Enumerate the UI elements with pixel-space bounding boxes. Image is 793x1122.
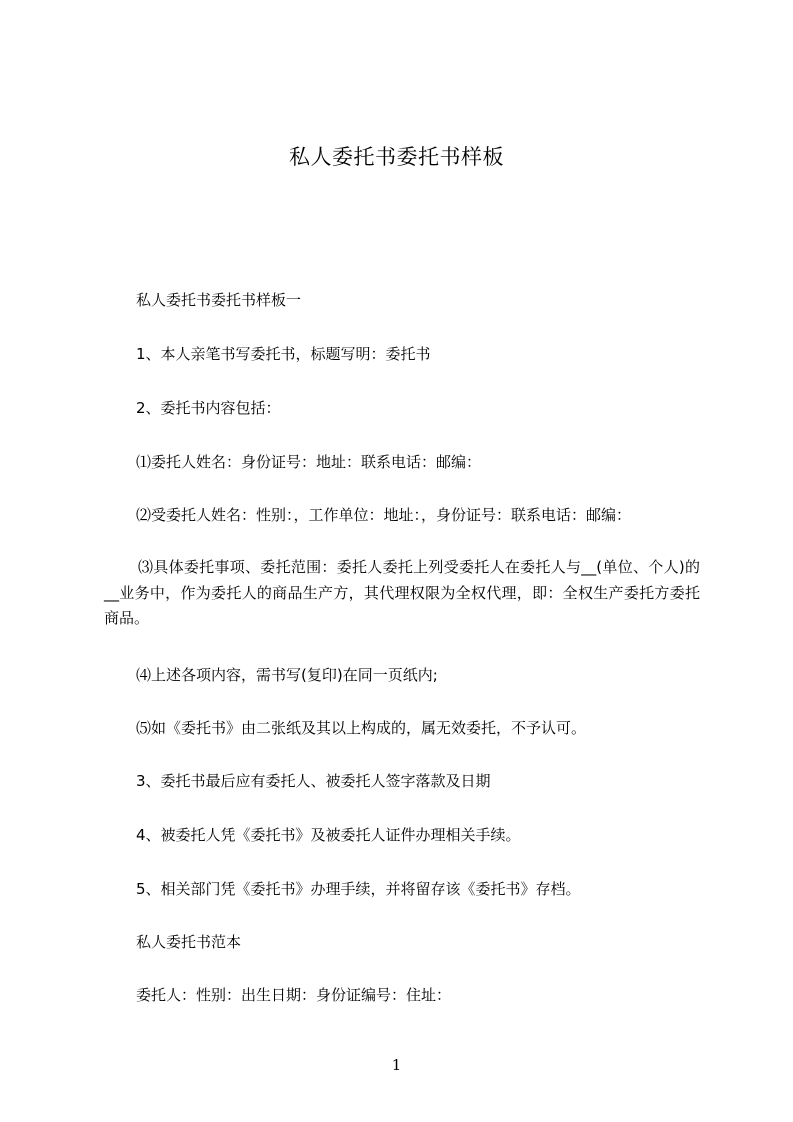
paragraph-subitem-5: ⑸如《委托书》由二张纸及其以上构成的，属无效委托，不予认可。 [136, 719, 587, 737]
paragraph-subitem-2: ⑵受委托人姓名：性别：，工作单位：地址：，身份证号：联系电话：邮编： [136, 506, 632, 524]
paragraph-item-3: 3、委托书最后应有委托人、被委托人签字落款及日期 [136, 772, 491, 790]
paragraph-item-5: 5、相关部门凭《委托书》办理手续，并将留存该《委托书》存档。 [136, 880, 581, 898]
document-title: 私人委托书委托书样板 [289, 145, 504, 169]
paragraph-subitem-1: ⑴委托人姓名：身份证号：地址：联系电话：邮编： [136, 453, 482, 471]
paragraph-principal-info: 委托人：性别：出生日期：身份证编号：住址： [136, 986, 452, 1004]
paragraph-item-2: 2、委托书内容包括： [136, 399, 281, 417]
paragraph-subitem-3: ⑶具体委托事项、委托范围：委托人委托上列受委托人在委托人与__(单位、个人)的__业务中，作为委托人的商品生产方，其代理权限为全权代理，即：全权生产委托方委托商品。 [104, 558, 700, 627]
paragraph-subitem-4: ⑷上述各项内容，需书写(复印)在同一页纸内; [136, 666, 438, 684]
section-heading-template-one: 私人委托书委托书样板一 [136, 291, 302, 309]
paragraph-item-1: 1、本人亲笔书写委托书，标题写明：委托书 [136, 345, 431, 363]
section-heading-sample: 私人委托书范本 [136, 933, 242, 951]
page-number: 1 [391, 1056, 402, 1074]
paragraph-item-4: 4、被委托人凭《委托书》及被委托人证件办理相关手续。 [136, 826, 521, 844]
